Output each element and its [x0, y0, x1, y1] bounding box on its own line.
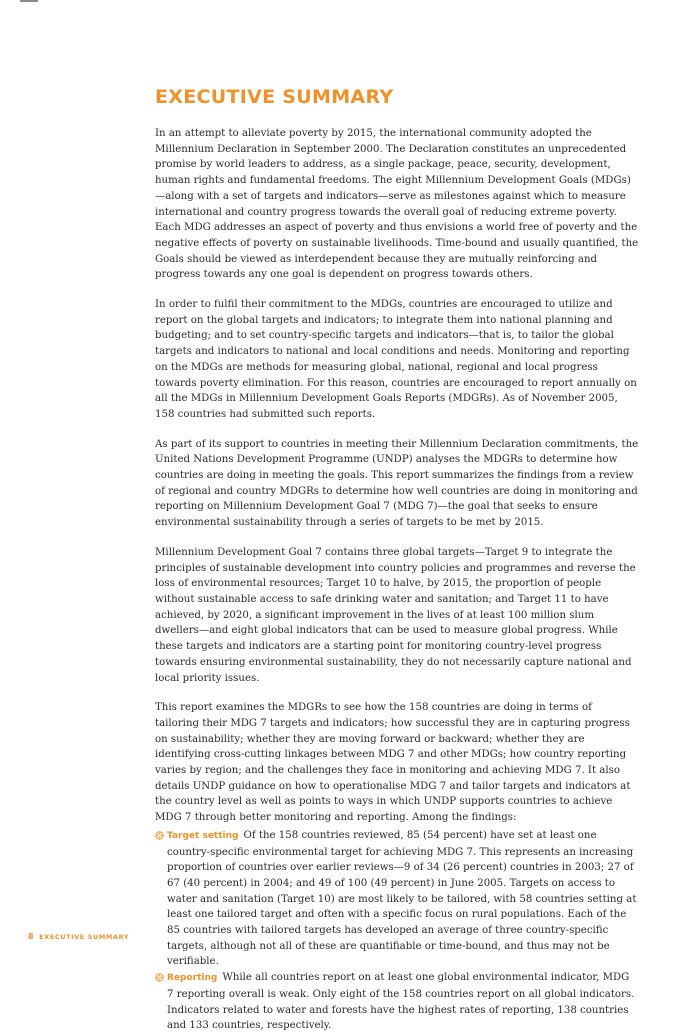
flower-bullet-icon: [155, 831, 164, 840]
paragraph-report-scope: This report examines the MDGRs to see how the 158 countries are doing in terms of tailoring their MDG 7 targets and indicators; how successful they are in capturing progress on sustainability; whether they are moving forward or backward; whether they are identifying cross-cutting linkages between MDG 7 and other MDGs; how country reporting varies by region; and the challenges they face in monitoring and achieving MDG 7. It also details UNDP guidance on how to operationalise MDG 7 and tailor targets and indicators at the country level as well as points to ways in which UNDP supports countries to achieve MDG 7 through better monitoring and reporting. Among the findings:: [155, 702, 631, 824]
footer-section-label: EXECUTIVE SUMMARY: [39, 933, 130, 941]
page-number: 8: [28, 932, 35, 941]
flower-bullet-icon: [155, 973, 164, 982]
corner-crop-mark: [20, 0, 38, 2]
page-title: EXECUTIVE SUMMARY: [155, 86, 394, 108]
finding-reporting: [155, 970, 639, 1034]
finding-term: Target setting: [167, 830, 239, 841]
finding-text: While all countries report on at least one global environmental indicator, MDG 7 reporting overall is weak. Only eight of the 158 countries report on all global indicators. Indicators related to water and forests have the highest rates of reporting, 138 countries and 133 countries, respectively.: [167, 972, 635, 1032]
finding-text: Of the 158 countries reviewed, 85 (54 percent) have set at least one country-specific environmental target for achieving MDG 7. This represents an increasing proportion of countries over earlier reviews—9 of 34 (26 percent) countries in 2003; 27 of 67 (40 percent) in 2004; and 49 of 100 (49 percent) in June 2005. Targets on access to water and sanitation (Target 10) are most likely to be tailored, with 58 countries setting at least one tailored target and often with a specific focus on rural populations. Each of the 85 countries with tailored targets has developed an average of three country-specific targets, although not all of these are quantifiable or time-bound, and thus may not be verifiable.: [167, 829, 637, 968]
finding-term: Reporting: [167, 973, 218, 984]
page-footer: [28, 932, 129, 941]
paragraph-commitment: In order to fulfil their commitment to the MDGs, countries are encouraged to utilize and report on the global targets and indicators; to integrate them into national planning and budgeting; and to set country-specific targets and indicators—that is, to tailor the global targets and indicators to national and local conditions and needs. Monitoring and reporting on the MDGs are methods for measuring global, national, regional and local progress towards poverty elimination. For this reason, countries are encouraged to report annually on all the MDGs in Millennium Development Goals Reports (MDGRs). As of November 2005, 158 countries had submitted such reports.: [155, 299, 637, 420]
paragraph-mdg7-targets: Millennium Development Goal 7 contains three global targets—Target 9 to integrate the principles of sustainable development into country policies and programmes and reverse the loss of environmental resources; Target 10 to halve, by 2015, the proportion of people without sustainable access to safe drinking water and sanitation; and Target 11 to have achieved, by 2020, a significant improvement in the lives of at least 100 million slum dwellers—and eight global indicators that can be used to measure global progress. While these targets and indicators are a starting point for monitoring country-level progress towards ensuring environmental sustainability, they do not necessarily capture national and local priority issues.: [155, 546, 636, 684]
findings-list: [155, 828, 639, 1034]
finding-target-setting: [155, 828, 639, 970]
paragraph-undp-support: As part of its support to countries in meeting their Millennium Declaration commitments, the United Nations Development Programme (UNDP) analyses the MDGRs to determine how countries are doing in meeting the goals. This report summarizes the findings from a review of regional and country MDGRs to determine how well countries are doing in monitoring and reporting on Millennium Development Goal 7 (MDG 7)—the goal that seeks to ensure environmental sustainability through a series of targets to be met by 2015.: [155, 438, 639, 529]
paragraph-intro: In an attempt to alleviate poverty by 2015, the international community adopted the Millennium Declaration in September 2000. The Declaration constitutes an unprecedented promise by world leaders to address, as a single package, peace, security, development, human rights and fundamental freedoms. The eight Millennium Development Goals (MDGs)—along with a set of targets and indicators—serve as milestones against which to measure international and country progress towards the overall goal of reducing extreme poverty. Each MDG addresses an aspect of poverty and thus envisions a world free of poverty and the negative effects of poverty on sustainable livelihoods. Time-bound and usually quantified, the Goals should be viewed as interdependent because they are mutually reinforcing and progress towards any one goal is dependent on progress towards others.: [155, 128, 639, 281]
main-content: [155, 86, 639, 1034]
